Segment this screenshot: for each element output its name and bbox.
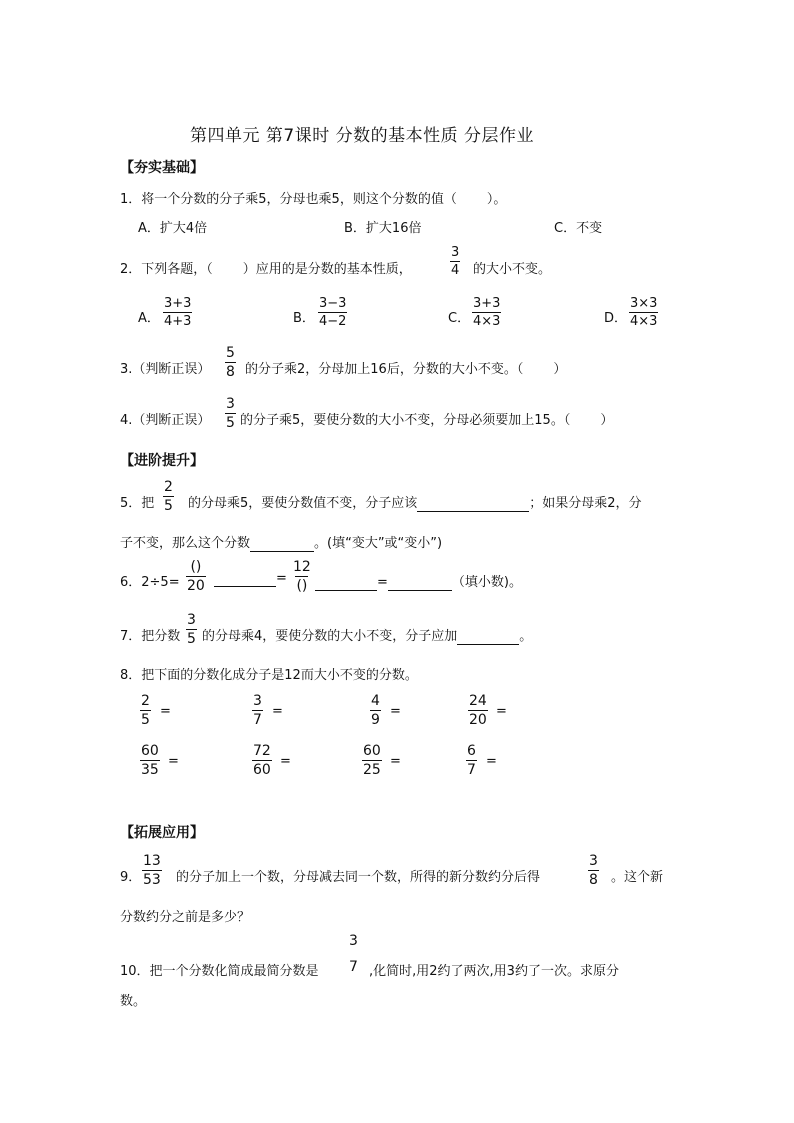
q8-answer-1[interactable]: [176, 704, 236, 719]
q6-blank-1[interactable]: [214, 571, 276, 587]
q4-text: 的分子乘5，要使分数的大小不变，分母必须要加上15。（ ）: [240, 413, 614, 428]
q2-option-d-label[interactable]: D．: [604, 311, 628, 326]
q8-answer-8[interactable]: [502, 754, 562, 769]
q8-fraction-4: $\frac{24}{20}$: [469, 693, 487, 728]
q7-blank[interactable]: [457, 629, 519, 645]
q2-option-b-fraction: $\frac{3-3}{4-2}$: [319, 296, 347, 329]
q4-prefix: 4.（判断正误）: [120, 413, 211, 428]
q7-text: 的分母乘4，要使分数的大小不变，分子应加 。: [202, 629, 533, 644]
q9-prefix: 9．: [120, 870, 142, 885]
q8-fraction-1: $\frac{2}{5}$: [141, 693, 150, 728]
q5-blank-2[interactable]: [250, 536, 314, 552]
q2-option-c-fraction: $\frac{3+3}{4\times 3}$: [473, 296, 501, 329]
q6-fraction-1: () 20: [187, 559, 205, 594]
q1-option-a[interactable]: A．扩大4倍: [138, 221, 208, 236]
q8-answer-4[interactable]: [512, 704, 572, 719]
section-heading-basic: 【夯实基础】: [120, 160, 204, 176]
q3-text: 的分子乘2，分母加上16后，分数的大小不变。（ ）: [245, 362, 567, 377]
section-heading-extension: 【拓展应用】: [120, 825, 204, 841]
question-2: [120, 258, 412, 277]
q2-option-b-label[interactable]: B．: [293, 311, 315, 326]
q8-fraction-6: $\frac{72}{60}$: [253, 743, 271, 778]
q9-text: 的分子加上一个数，分母减去同一个数，所得的新分数约分后得: [176, 870, 541, 885]
q7-prefix: 7．把分数: [120, 629, 181, 644]
q4-fraction: $\frac{3}{5}$: [226, 396, 235, 431]
q8-answer-6[interactable]: [296, 754, 356, 769]
q9-fraction-1: $\frac{13}{53}$: [143, 853, 161, 888]
q8-answer-3[interactable]: [406, 704, 466, 719]
q8-fraction-2: $\frac{3}{7}$: [253, 693, 262, 728]
q2-option-d-fraction: $\frac{3\times 3}{4\times 3}$: [630, 296, 658, 329]
q2-option-c-label[interactable]: C．: [448, 311, 471, 326]
q8-fraction-7: $\frac{60}{25}$: [363, 743, 381, 778]
q9-text-end: 。这个新: [611, 870, 664, 885]
q8-eq-4: =: [496, 704, 507, 719]
q6-middle: =: [214, 571, 287, 587]
section-heading-advanced: 【进阶提升】: [120, 453, 204, 469]
q8-eq-2: =: [272, 704, 283, 719]
q6-end: = （填小数)。: [315, 571, 522, 591]
q6-blank-3[interactable]: [388, 575, 452, 591]
q1-option-b[interactable]: B．扩大16倍: [344, 221, 422, 236]
q5-fraction: $\frac{2}{5}$: [164, 479, 173, 514]
q1-stem: 1．将一个分数的分子乘5，分母也乘5，则这个分数的值（: [120, 192, 457, 207]
q5-line1: 的分母乘5，要使分数值不变，分子应该 ；如果分母乘2，分: [188, 496, 642, 511]
q2-stem-c: 的大小不变。: [473, 262, 552, 277]
q7-fraction: $\frac{3}{5}$: [187, 612, 196, 647]
q9-fraction-2: $\frac{3}{8}$: [589, 853, 598, 888]
q8-answer-7[interactable]: [406, 754, 466, 769]
q3-fraction: $\frac{5}{8}$: [226, 345, 235, 380]
q2-option-a-fraction: $\frac{3+3}{4+3}$: [164, 296, 192, 329]
q8-answer-5[interactable]: [184, 754, 244, 769]
q8-eq-8: =: [486, 754, 497, 769]
q8-stem: 8．把下面的分数化成分子是12而大小不变的分数。: [120, 668, 418, 683]
q1-option-c[interactable]: C．不变: [554, 221, 603, 236]
q2-fraction: $\frac{3}{4}$: [451, 245, 460, 278]
q8-eq-3: =: [390, 704, 401, 719]
q3-prefix: 3.（判断正误）: [120, 362, 211, 377]
q10-text: ,化简时,用2约了两次,用3约了一次。求原分: [369, 964, 619, 979]
q8-fraction-5: $\frac{60}{35}$: [141, 743, 159, 778]
q8-fraction-8: $\frac{6}{7}$: [467, 743, 476, 778]
q10-fraction: 3 7: [349, 933, 358, 975]
q1-stem-end: ）。: [486, 192, 507, 207]
q2-stem-b: ）应用的是分数的基本性质，: [242, 262, 412, 277]
q2-stem-a: 2．下列各题，（: [120, 262, 213, 277]
q5-line2: 子不变，那么这个分数 。(填“变大”或“变小”): [120, 536, 443, 551]
q5-prefix: 5．把: [120, 496, 155, 511]
q6-blank-2[interactable]: [315, 575, 377, 591]
q8-eq-7: =: [390, 754, 401, 769]
q5-blank-1[interactable]: [417, 496, 529, 512]
page-title: 第四单元 第7课时 分数的基本性质 分层作业: [190, 126, 535, 146]
q9-line2: 分数约分之前是多少？: [120, 910, 251, 925]
q6-prefix: 6．2÷5=: [120, 575, 180, 590]
q10-prefix: 10．把一个分数化简成最简分数是: [120, 964, 319, 979]
q8-eq-1: =: [160, 704, 171, 719]
q6-fraction-2: 12 (): [293, 559, 311, 594]
q2-option-a-label[interactable]: A．: [138, 311, 160, 326]
q10-line2: 数。: [120, 994, 147, 1009]
q8-answer-2[interactable]: [288, 704, 348, 719]
question-1: [120, 188, 506, 207]
q8-eq-5: =: [168, 754, 179, 769]
q8-eq-6: =: [280, 754, 291, 769]
q8-fraction-3: $\frac{4}{9}$: [371, 693, 380, 728]
